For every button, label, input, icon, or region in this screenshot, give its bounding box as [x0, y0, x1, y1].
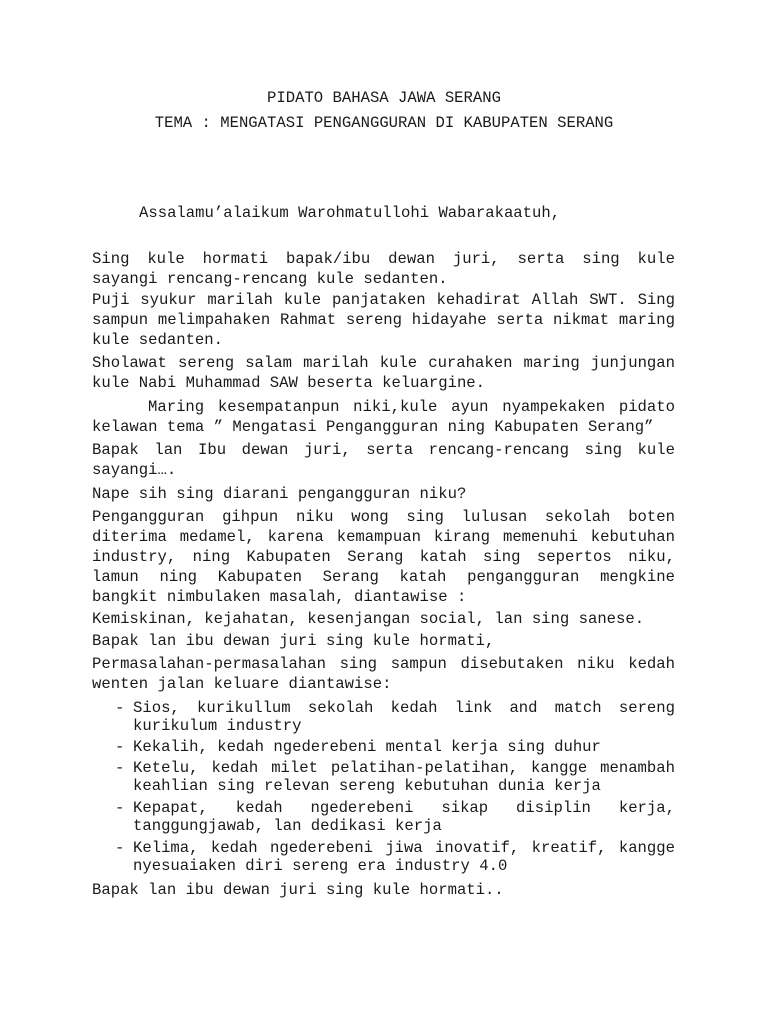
closing-line: Bapak lan ibu dewan juri sing kule hormati.. [92, 881, 504, 899]
paragraph-line: Kemiskinan, kejahatan, kesenjangan social, lan sing sanese. [92, 610, 645, 628]
list-bullet: - [115, 799, 125, 817]
list-item-line: keahlian sing relevan sereng kebutuhan dunia kerja [133, 777, 601, 795]
paragraph-line: Sholawat sereng salam marilah kule curahaken maring junjungan [92, 354, 675, 372]
greeting: Assalamu’alaikum Warohmatullohi Wabarakaatuh, [139, 204, 561, 222]
list-item-line: Kepapat, kedah ngederebeni sikap disiplin kerja, [133, 799, 675, 817]
list-item-line: kurikulum industry [133, 717, 302, 735]
paragraph-line: sayangi rencang-rencang kule sedanten. [92, 270, 448, 288]
list-item-line: nyesuaiaken diri sereng era industry 4.0 [133, 857, 508, 875]
list-item-line: tanggungjawab, lan dedikasi kerja [133, 817, 442, 835]
list-item-line: Sios, kurikullum sekolah kedah link and match sereng [133, 699, 675, 717]
paragraph-line: sampun melimpahaken Rahmat sereng hidayahe serta nikmat maring [92, 311, 675, 329]
paragraph-line: sayangi…. [92, 461, 177, 479]
list-bullet: - [115, 839, 125, 857]
list-bullet: - [115, 699, 125, 717]
paragraph-line: Bapak lan ibu dewan juri sing kule hormati, [92, 632, 495, 650]
paragraph-line: kule Nabi Muhammad SAW beserta keluargine. [92, 374, 486, 392]
paragraph-line: Puji syukur marilah kule panjataken kehadirat Allah SWT. Sing [92, 291, 675, 309]
paragraph-line: wenten jalan keluare diantawise: [92, 675, 392, 693]
paragraph-line: bangkit nimbulaken masalah, diantawise : [92, 588, 467, 606]
paragraph-line: kule sedanten. [92, 331, 224, 349]
list-item-line: Ketelu, kedah milet pelatihan-pelatihan, kangge menambah [133, 759, 675, 777]
paragraph-line: Pengangguran gihpun niku wong sing lulusan sekolah boten [92, 508, 675, 526]
paragraph-line: Nape sih sing diarani pengangguran niku? [92, 485, 467, 503]
document-theme: TEMA : MENGATASI PENGANGGURAN DI KABUPATEN SERANG [154, 114, 614, 132]
paragraph-line: lamun ning Kabupaten Serang katah pengangguran mengkine [92, 568, 675, 586]
paragraph-line: Permasalahan-permasalahan sing sampun disebutaken niku kedah [92, 655, 675, 673]
list-bullet: - [115, 738, 125, 756]
list-item-line: Kekalih, kedah ngederebeni mental kerja sing duhur [133, 738, 601, 756]
paragraph-line: diterima medamel, karena kemampuan kirang memenuhi kebutuhan [92, 528, 675, 546]
document-title: PIDATO BAHASA JAWA SERANG [267, 89, 501, 107]
paragraph-line: Sing kule hormati bapak/ibu dewan juri, serta sing kule [92, 250, 675, 268]
paragraph-line: industry, ning Kabupaten Serang katah sing sepertos niku, [92, 548, 675, 566]
paragraph-line: Maring kesempatanpun niki,kule ayun nyampekaken pidato [148, 398, 675, 416]
list-item-line: Kelima, kedah ngederebeni jiwa inovatif, kreatif, kangge [133, 839, 675, 857]
list-bullet: - [115, 759, 125, 777]
paragraph-line: Bapak lan Ibu dewan juri, serta rencang-rencang sing kule [92, 441, 675, 459]
paragraph-line: kelawan tema ” Mengatasi Pengangguran ning Kabupaten Serang” [92, 418, 654, 436]
